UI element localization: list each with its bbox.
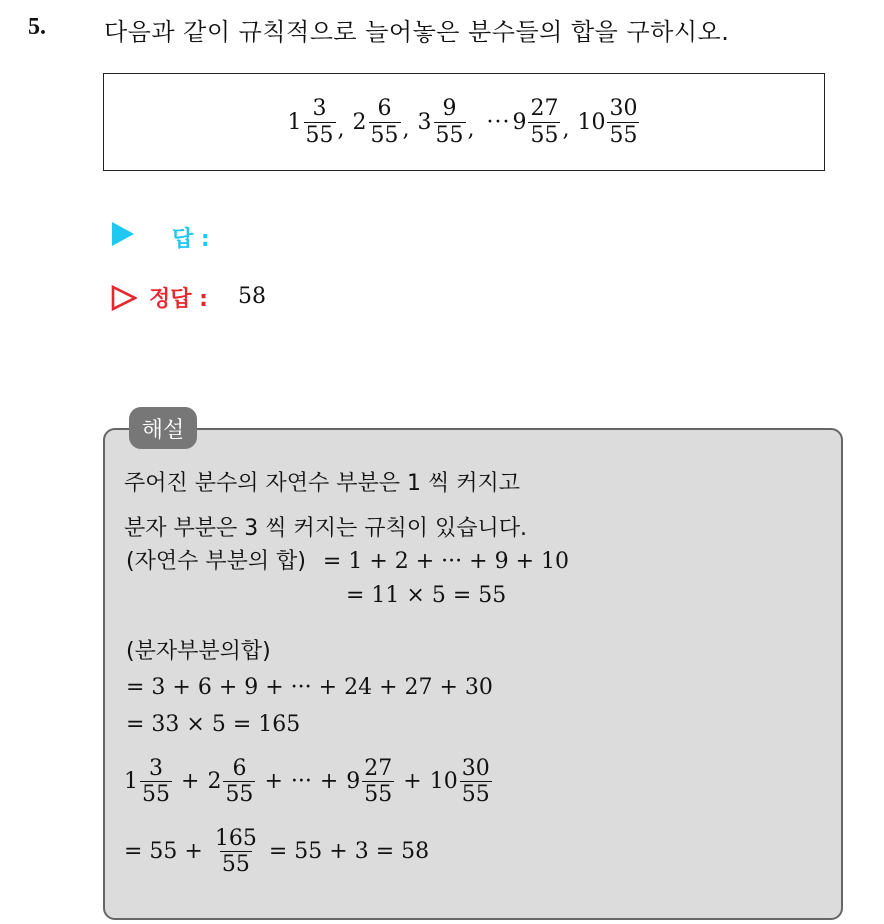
- total-sum-line: [124, 756, 493, 808]
- question-text: 다음과 같이 규칙적으로 늘어놓은 분수들의 합을 구하시오.: [104, 18, 730, 46]
- numerator: 3: [149, 756, 163, 781]
- whole-part: 10: [577, 109, 606, 135]
- numerator: 30: [609, 96, 638, 122]
- denominator: 55: [142, 782, 170, 808]
- ellipsis: ···: [290, 769, 312, 795]
- mixed-number: [124, 756, 173, 808]
- whole-part: 1: [287, 109, 302, 135]
- fraction: [362, 756, 394, 808]
- numerator: 6: [232, 756, 247, 781]
- fraction: [223, 756, 255, 808]
- whole-part: 2: [352, 109, 367, 135]
- fraction: [460, 756, 492, 808]
- correct-answer-label: 정답 :: [149, 287, 208, 312]
- explanation-line: 분자 부분은 3 씩 커지는 규칙이 있습니다.: [124, 516, 527, 541]
- whole-sum-line: [126, 544, 569, 575]
- whole-sum-result: = 11 × 5 = 55: [346, 583, 507, 608]
- final-lead: = 55 +: [124, 839, 203, 865]
- separator: ,: [467, 116, 475, 142]
- fraction-sequence: [288, 96, 641, 148]
- denominator: 55: [370, 122, 399, 148]
- denominator: 55: [221, 852, 250, 878]
- numerator: 165: [214, 826, 257, 851]
- mixed-number: [418, 96, 467, 148]
- separator: ,: [402, 116, 410, 142]
- denominator: 55: [225, 782, 254, 808]
- explanation-tag: 해설: [129, 407, 197, 449]
- numerator: 6: [377, 96, 392, 122]
- whole-part: 10: [429, 769, 458, 795]
- denominator: 55: [305, 122, 334, 148]
- denominator: 55: [530, 122, 559, 148]
- play-triangle-icon: [112, 222, 134, 246]
- whole-part: 1: [124, 769, 138, 795]
- whole-part: 2: [207, 769, 222, 795]
- mixed-number: [577, 96, 640, 148]
- whole-sum-label: (자연수 부분의 합): [126, 549, 306, 574]
- outline-triangle-icon: [111, 285, 137, 311]
- final-result-line: [124, 826, 429, 878]
- plus-sign: +: [319, 769, 339, 795]
- numerator: 3: [312, 96, 327, 122]
- numerator: 27: [364, 756, 393, 781]
- fraction: [607, 96, 639, 148]
- answer-label: 답 :: [172, 227, 210, 252]
- mixed-number: [353, 96, 402, 148]
- plus-sign: +: [181, 769, 200, 795]
- whole-sum-expression: = 1 + 2 + ··· + 9 + 10: [322, 549, 569, 574]
- sequence-box: [103, 73, 825, 171]
- correct-answer-value: 58: [238, 284, 266, 309]
- whole-part: 9: [346, 769, 361, 795]
- numerator: 9: [442, 96, 457, 122]
- mixed-number: [346, 756, 395, 808]
- numerator: 30: [461, 756, 490, 781]
- fraction: [304, 96, 336, 148]
- mixed-number: [430, 756, 493, 808]
- numerator-sum-label: (분자부분의합): [126, 639, 271, 664]
- fraction: [434, 96, 466, 148]
- separator: ,: [337, 116, 345, 142]
- fraction: [213, 826, 259, 878]
- final-tail: = 55 + 3 = 58: [268, 839, 430, 865]
- fraction: [369, 96, 401, 148]
- mixed-number: [512, 96, 561, 148]
- question-number: 5.: [28, 14, 46, 40]
- fraction: [140, 756, 172, 808]
- denominator: 55: [609, 122, 638, 148]
- plus-sign: +: [264, 769, 283, 795]
- mixed-number: [207, 756, 256, 808]
- fraction: [528, 96, 560, 148]
- mixed-number: [288, 96, 337, 148]
- whole-part: 9: [512, 109, 527, 135]
- separator: ,: [562, 116, 570, 142]
- explanation-line: 주어진 분수의 자연수 부분은 1 씩 커지고: [124, 471, 520, 496]
- numerator: 27: [530, 96, 559, 122]
- numerator-sum-expression: = 3 + 6 + 9 + ··· + 24 + 27 + 30: [126, 675, 493, 700]
- ellipsis: ···: [486, 109, 511, 135]
- denominator: 55: [461, 782, 490, 808]
- denominator: 55: [364, 782, 393, 808]
- whole-part: 3: [417, 109, 432, 135]
- numerator-sum-result: = 33 × 5 = 165: [126, 712, 301, 737]
- denominator: 55: [435, 122, 464, 148]
- plus-sign: +: [403, 769, 422, 795]
